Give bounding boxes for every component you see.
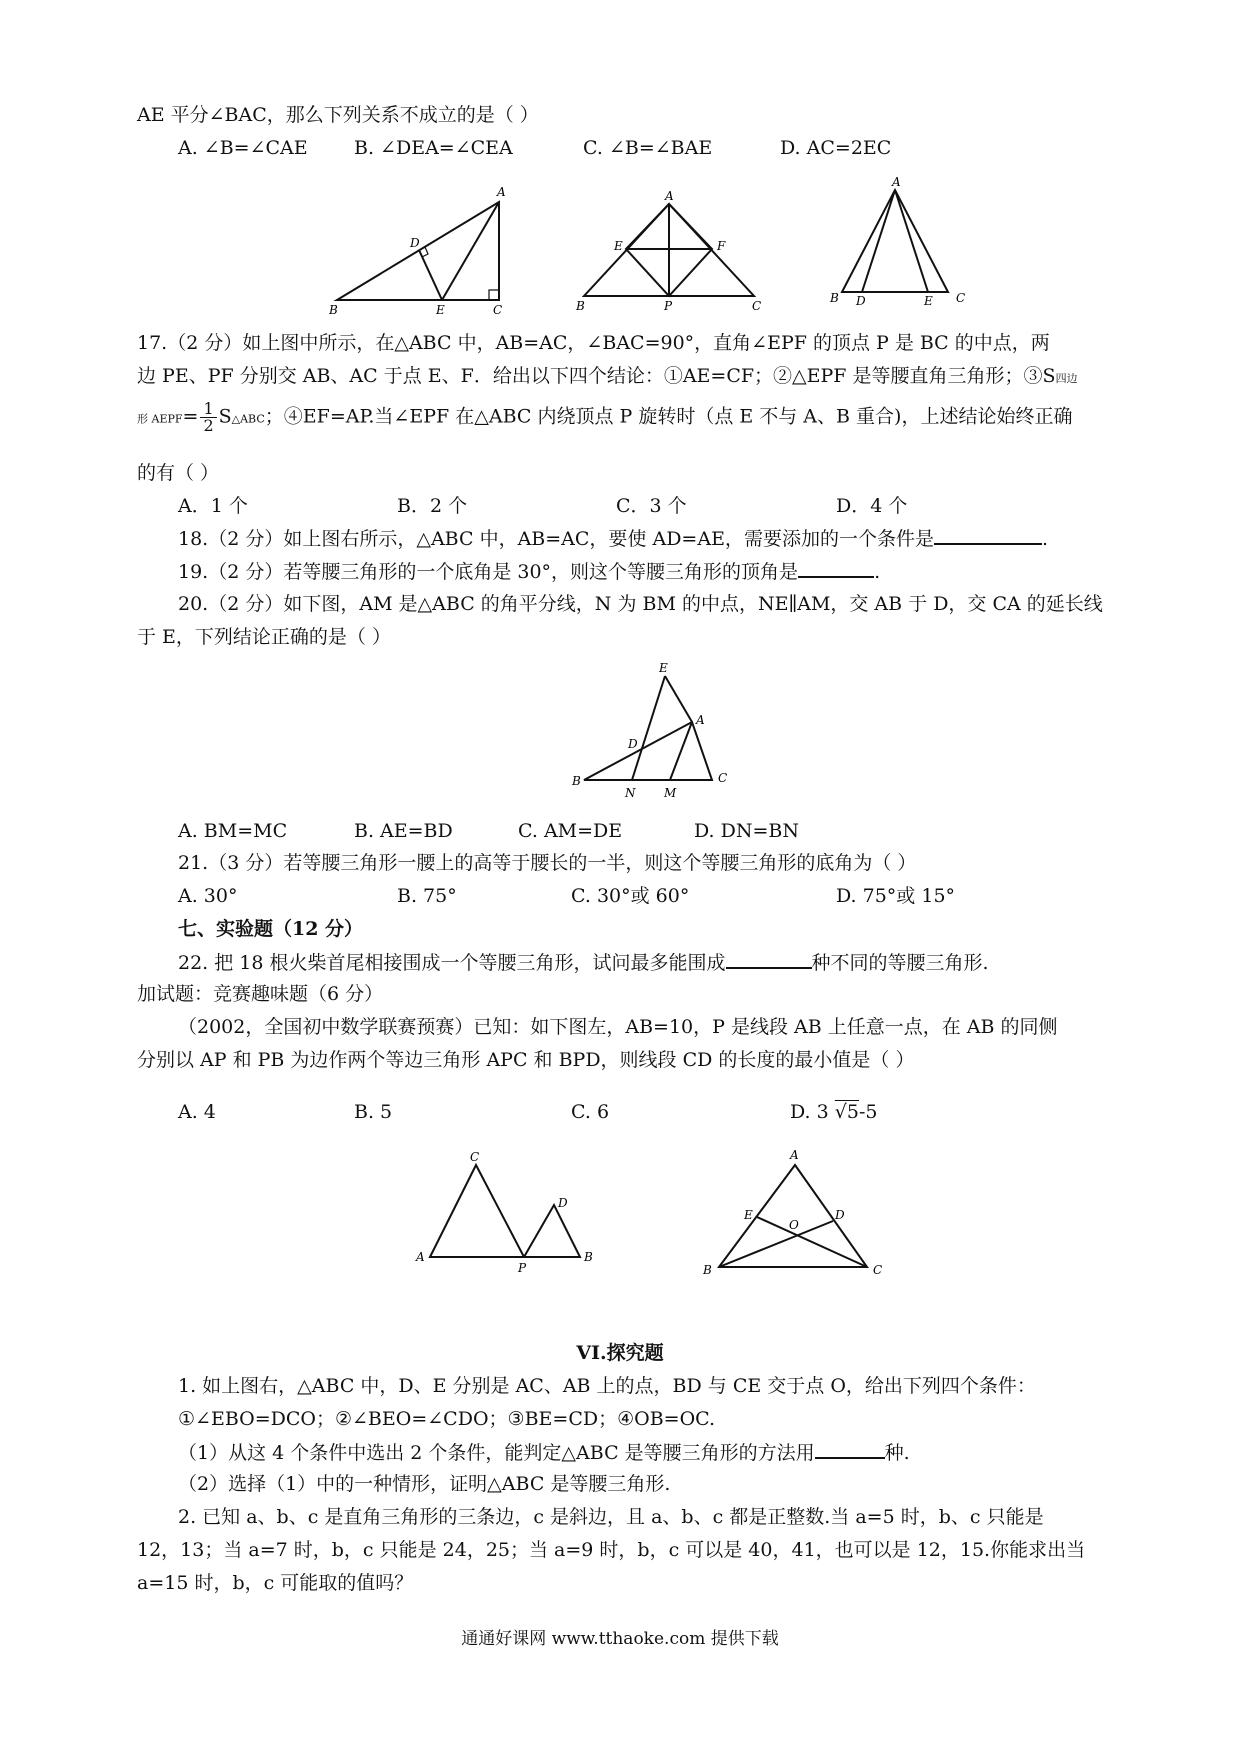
q19-answer-blank	[798, 556, 874, 578]
label-c: C	[493, 303, 503, 317]
q19-end: .	[874, 561, 881, 583]
label-a: A	[497, 185, 506, 199]
label-b: B	[584, 1250, 593, 1264]
option-d-root: √5	[834, 1101, 859, 1123]
q17-s: S	[218, 405, 232, 428]
q16-option-a: A. ∠B=∠CAE	[178, 137, 308, 159]
q17-line4: 的有（ ）	[137, 462, 220, 484]
section-seven-heading: 七、实验题（12 分）	[178, 918, 364, 940]
p1-answer-blank	[815, 1437, 885, 1459]
q21-line: 21.（3 分）若等腰三角形一腰上的高等于腰长的一半，则这个等腰三角形的底角为（ ）	[178, 852, 917, 874]
extra-option-d	[790, 1097, 878, 1127]
figure-bottom-left	[412, 1147, 602, 1277]
label-b: B	[576, 299, 585, 313]
p2-line1: 2. 已知 a、b、c 是直角三角形的三条边，c 是斜边，且 a、b、c 都是正整数.当 a=5 时，b、c 只能是	[178, 1506, 1044, 1528]
q21-option-c: C. 30°或 60°	[571, 885, 690, 907]
label-b: B	[703, 1263, 712, 1277]
q16-option-d: D. AC=2EC	[780, 137, 892, 159]
label-d: D	[628, 737, 638, 751]
q22-answer-blank	[726, 947, 812, 969]
q17-subscript-2: 形 AEPF	[137, 412, 183, 426]
figure-top-left	[327, 172, 527, 317]
label-b: B	[572, 774, 581, 788]
extra-option-a: A. 4	[178, 1101, 216, 1123]
label-e: E	[744, 1208, 753, 1222]
label-c: C	[752, 299, 762, 313]
extra-title: 加试题：竞赛趣味题（6 分）	[137, 983, 384, 1005]
q20-option-a: A. BM=MC	[178, 820, 288, 842]
label-e: E	[924, 294, 933, 308]
q17-line3	[137, 401, 1072, 435]
fraction-half	[200, 401, 216, 434]
p2-line3: a=15 时，b，c 可能取的值吗？	[137, 1572, 414, 1594]
label-d: D	[410, 236, 420, 250]
label-d: D	[558, 1196, 568, 1210]
q16-stem: AE 平分∠BAC，那么下列关系不成立的是（ ）	[137, 104, 539, 126]
label-p: P	[664, 299, 673, 313]
label-o: O	[789, 1218, 799, 1232]
label-a: A	[696, 713, 705, 727]
figure-top-right	[820, 172, 980, 312]
label-c: C	[956, 291, 966, 305]
option-d-prefix: D. 3	[790, 1101, 829, 1123]
q17-option-c: C．3 个	[616, 495, 687, 517]
section-six-heading: VI.探究题	[576, 1342, 664, 1364]
q19-line	[178, 556, 880, 587]
q20-option-c: C. AM=DE	[518, 820, 623, 842]
label-d: D	[856, 294, 866, 308]
q18-text: 18.（2 分）如上图右所示，△ABC 中，AB=AC，要使 AD=AE，需要添加的一个条件是	[178, 528, 934, 550]
q20-line1: 20.（2 分）如下图，AM 是△ABC 的角平分线，N 为 BM 的中点，NE∥AM，交 AB 于 D，交 CA 的延长线	[178, 593, 1103, 615]
label-n: N	[625, 786, 636, 800]
q22-end: 种不同的等腰三角形.	[811, 952, 989, 974]
p1-line2: ①∠EBO=DCO；②∠BEO=∠CDO；③BE=CD；④OB=OC.	[178, 1408, 716, 1430]
p1-line3-end: 种.	[884, 1442, 910, 1464]
label-e: E	[659, 662, 668, 675]
q17-line2-text: 边 PE、PF 分别交 AB、AC 于点 E、F．给出以下四个结论：①AE=CF；②△EPF 是等腰直角三角形；③S	[137, 365, 1056, 387]
q17-line2	[137, 361, 1078, 394]
p1-line4: （2）选择（1）中的一种情形，证明△ABC 是等腰三角形.	[178, 1473, 671, 1495]
q17-option-b: B．2 个	[397, 495, 468, 517]
p1-line1: 1. 如上图右，△ABC 中，D、E 分别是 AC、AB 上的点，BD 与 CE 交于点 O，给出下列四个条件：	[178, 1375, 1036, 1397]
label-b: B	[329, 303, 338, 317]
q21-option-d: D. 75°或 15°	[836, 885, 956, 907]
p1-line3	[178, 1437, 910, 1468]
figure-top-middle	[572, 190, 772, 315]
label-m: M	[664, 786, 677, 800]
p2-line2: 12，13；当 a=7 时，b，c 只能是 24，25；当 a=9 时，b，c 可以是 40，41，也可以是 12，15.你能求出当	[137, 1539, 1086, 1561]
label-f: F	[717, 239, 726, 253]
fraction-numerator: 1	[200, 401, 216, 418]
extra-option-c: C. 6	[571, 1101, 610, 1123]
label-c: C	[718, 771, 728, 785]
label-d: D	[835, 1208, 845, 1222]
extra-line1: （2002，全国初中数学联赛预赛）已知：如下图左，AB=10，P 是线段 AB 上任意一点，在 AB 的同侧	[178, 1016, 1058, 1038]
fraction-denominator: 2	[203, 416, 214, 435]
q17-equals: =	[182, 405, 199, 428]
q17-subscript: 四边	[1055, 372, 1078, 385]
q21-option-b: B. 75°	[397, 885, 457, 907]
q22-line	[178, 947, 989, 978]
label-c: C	[470, 1150, 480, 1164]
q17-option-d: D．4 个	[836, 495, 908, 517]
label-e: E	[614, 239, 623, 253]
q17-option-a: A．1 个	[178, 495, 248, 517]
q17-line3-text: ；④EF=AP.当∠EPF 在△ABC 内绕顶点 P 旋转时（点 E 不与 A、B 重合)，上述结论始终正确	[264, 405, 1073, 428]
q20-option-b: B. AE=BD	[354, 820, 453, 842]
q18-answer-blank	[934, 523, 1042, 545]
q22-text: 22. 把 18 根火柴首尾相接围成一个等腰三角形，试问最多能围成	[178, 952, 726, 974]
q16-option-c: C. ∠B=∠BAE	[583, 137, 713, 159]
q19-text: 19.（2 分）若等腰三角形的一个底角是 30°，则这个等腰三角形的顶角是	[178, 561, 799, 583]
label-a: A	[790, 1148, 799, 1162]
page-footer: 通通好课网 www.tthaoke.com 提供下载	[461, 1629, 779, 1649]
q21-option-a: A. 30°	[178, 885, 238, 907]
q20-line2: 于 E，下列结论正确的是（ ）	[137, 626, 391, 648]
q17-s-subscript: △ABC	[231, 412, 265, 426]
option-d-suffix: -5	[858, 1101, 878, 1123]
q16-option-b: B. ∠DEA=∠CEA	[354, 137, 513, 159]
extra-option-b: B. 5	[354, 1101, 393, 1123]
label-a: A	[665, 190, 674, 203]
label-b: B	[830, 291, 839, 305]
label-p: P	[518, 1261, 527, 1275]
label-a: A	[416, 1250, 425, 1264]
figure-q20	[570, 662, 735, 802]
p1-line3-text: （1）从这 4 个条件中选出 2 个条件，能判定△ABC 是等腰三角形的方法用	[178, 1442, 815, 1464]
label-e: E	[436, 303, 445, 317]
extra-line2: 分别以 AP 和 PB 为边作两个等边三角形 APC 和 BPD，则线段 CD 的长度的最小值是（ ）	[137, 1049, 915, 1071]
q18-line	[178, 523, 1048, 554]
q20-option-d: D. DN=BN	[694, 820, 800, 842]
q17-line1: 17.（2 分）如上图中所示，在△ABC 中，AB=AC，∠BAC=90°，直角∠EPF 的顶点 P 是 BC 的中点，两	[137, 332, 1050, 354]
q18-end: .	[1041, 528, 1048, 550]
label-a: A	[892, 175, 901, 189]
label-c: C	[873, 1263, 883, 1277]
figure-bottom-right	[697, 1147, 887, 1277]
